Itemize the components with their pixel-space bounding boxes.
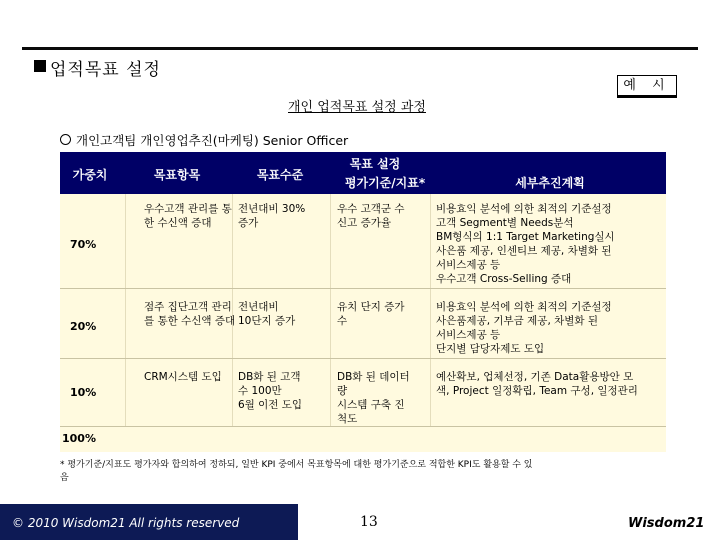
row-weight: 10% xyxy=(70,386,97,399)
row-plan: 예산확보, 업체선정, 기존 Data활용방안 모 색, Project 일정확립, Team 구성, 일정관리 xyxy=(436,371,638,397)
copyright-text: © 2010 Wisdom21 All rights reserved xyxy=(12,516,240,530)
row-plan: 비용효익 분석에 의한 최적의 기준설정 사은품제공, 기부금 제공, 차별화 된 서비스제공 등 단지별 담당자제도 도입 xyxy=(436,301,612,355)
column-divider xyxy=(125,194,126,426)
row-item: CRM시스템 도입 xyxy=(144,371,222,383)
footnote: * 평가기준/지표도 평가자와 합의하여 정하되, 일반 KPI 중에서 목표항목에 대한 평가기준으로 적합한 KPI도 활용할 수 있 음 xyxy=(60,460,533,483)
section-title: 개인고객팀 개인영업추진(마케팅) Senior Officer xyxy=(76,133,349,148)
page-number: 13 xyxy=(360,514,378,530)
row-criteria: 우수 고객군 수 신고 증가율 xyxy=(337,203,405,229)
top-rule xyxy=(22,47,698,50)
header-level: 목표수준 xyxy=(256,168,304,182)
row-divider xyxy=(60,358,666,359)
column-divider xyxy=(330,194,331,426)
row-level: 전년대비 10단지 증가 xyxy=(238,301,296,327)
total-row xyxy=(60,426,666,452)
header-plan: 세부추진계획 xyxy=(515,176,585,190)
circle-bullet-icon xyxy=(60,134,71,145)
row-item: 점주 집단고객 관리 를 통한 수신액 증대 xyxy=(144,301,236,327)
example-underline xyxy=(617,96,677,98)
brand-logo-text: Wisdom21 xyxy=(628,516,705,531)
row-divider xyxy=(60,288,666,289)
row-weight: 70% xyxy=(70,238,97,251)
row-criteria: 유치 단지 증가 수 xyxy=(337,301,405,327)
page-subtitle: 개인 업적목표 설정 과정 xyxy=(288,100,426,115)
row-level: DB화 된 고객 수 100만 6월 이전 도입 xyxy=(238,371,303,411)
page-title: 업적목표 설정 xyxy=(50,60,161,80)
row-criteria: DB화 된 데이터 량 시스템 구축 진 척도 xyxy=(337,371,410,425)
column-divider xyxy=(430,194,431,426)
row-level: 전년대비 30% 증가 xyxy=(238,203,306,229)
header-item: 목표항목 xyxy=(153,168,201,182)
table-header xyxy=(60,152,666,194)
total-weight: 100% xyxy=(62,432,96,445)
header-weight: 가중치 xyxy=(72,168,108,182)
row-weight: 20% xyxy=(70,320,97,333)
header-group-title: 목표 설정 xyxy=(349,157,401,171)
header-criteria: 평가기준/지표* xyxy=(344,176,426,190)
example-badge: 예 시 xyxy=(617,75,677,96)
row-plan: 비용효익 분석에 의한 최적의 기준설정 고객 Segment별 Needs분석 BM형식의 1:1 Target Marketing실시 사은품 제공, 인센티브 제공, 차별화 된 서비스제공 등 우수고객 Cross-Selling 증대 xyxy=(436,203,615,285)
row-item: 우수고객 관리를 통 한 수신액 증대 xyxy=(144,203,232,229)
square-bullet-icon xyxy=(34,60,46,72)
